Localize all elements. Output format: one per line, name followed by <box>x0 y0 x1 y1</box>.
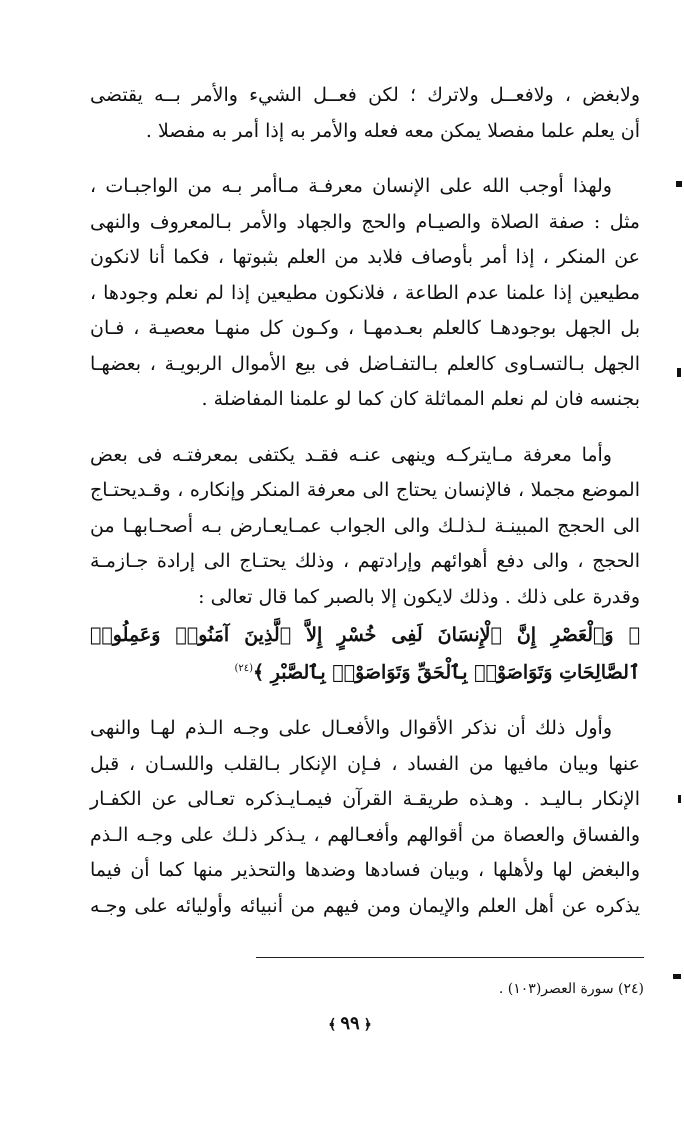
page-number <box>310 1010 390 1039</box>
quran-line-1 <box>90 619 640 652</box>
text-line: ولابغض ، ولافعــل ولاترك ؛ لكن فعــل الشيء والأمر بــه يقتضى <box>90 84 640 106</box>
footnote <box>300 979 644 999</box>
quran-line-2 <box>90 652 640 689</box>
text-line: والفساق والعصاة من أقوالهم وأفعـالهم ، يـذكر ذلـك على وجـه الـذم <box>90 823 640 846</box>
text-line: والبغض لها ولأهلها ، وبيان فسادها وضدها والتحذير منها كما أن فيما <box>90 859 640 882</box>
text-line: وأما معرفة مـايتركـه وينهى عنـه فقـد يكتفى بمعرفتـه فى بعض <box>90 443 612 466</box>
text-line: الى الحجج المبينـة لـذلـك والى الجواب عمـايعـارض بـه أصحـابهـا من <box>90 514 640 537</box>
text-line: ولهذا أوجب الله على الإنسان معرفـة مـاأمر بـه من الواجبـات ، <box>90 175 612 197</box>
text-line: الموضع مجملا ، فالإنسان يحتاج الى معرفة المنكر وإنكاره ، وقـديحتـاج <box>90 479 640 501</box>
scan-mark <box>676 181 682 187</box>
quran-verse <box>90 619 640 689</box>
text-line: مثل : صفة الصلاة والصيـام والحج والجهاد والأمر بـالمعروف والنهى <box>90 210 640 233</box>
scan-mark <box>673 974 681 979</box>
text-line: وأول ذلك أن نذكر الأقوال والأفعـال على وجـه الـذم لهـا والنهى <box>90 717 612 740</box>
text-line: عن المنكر ، إذا أمر بأوصاف فلابد من العلم بثبوتها ، فكما أنا لانكون <box>90 246 640 268</box>
paragraph-1 <box>90 78 640 149</box>
text-line: الجهل بـالتسـاوى كالعلم بـالتفـاضل فى بيع الأموال الربويـة ، بعضهـا <box>90 352 640 375</box>
text-line: أن يعلم علما مفصلا يمكن معه فعله والأمر به إذا أمر به مفصلا . <box>145 119 640 142</box>
footnote-text: سورة العصر(١٠٣) . <box>498 981 614 997</box>
page-number-ornament-left: ﴾ <box>328 1017 337 1033</box>
footnote-number: (٢٤) <box>618 981 644 997</box>
text-line: الإنكار بـاليـد . وهـذه طريقـة القرآن فيمـايـذكره تعـالى عن الكفـار <box>90 788 640 811</box>
quran-text-2: ٱلصَّالِحَاتِ وَتَوَاصَوْا۟ بِٱلْحَقِّ وَتَوَاصَوْا۟ بِٱلصَّبْرِ <box>270 661 640 684</box>
scan-mark <box>677 368 681 377</box>
text-line: يذكره عن أهل العلم والإيمان ومن فيهم من أنبيائه وأوليائه على وجـه <box>90 894 640 917</box>
paragraph-4 <box>90 711 640 924</box>
quran-text-1: وَٱلْعَصْرِ إِنَّ ٱلْإِنسَانَ لَفِى خُسْرٍ إِلاَّ ٱلَّذِينَ آمَنُوا۟ وَعَمِلُوا۟ <box>90 624 614 646</box>
quran-close-bracket: ﴾ <box>253 661 265 684</box>
footnote-reference[interactable]: (٢٤) <box>234 663 253 674</box>
text-line: بجنسه فان لم نعلم المماثلة كان كما لو علمنا المفاضلة . <box>201 388 640 410</box>
text-line: عنها وبيان مافيها من الفساد ، فـإن الإنكار بـالقلب واللسـان ، قبل <box>90 752 640 775</box>
footnote-divider <box>256 957 644 958</box>
page-body <box>90 78 640 924</box>
text-line: الحجج ، والى دفع أهوائهم وإرادتهم ، وذلك يحتـاج الى إرادة جـازمـة <box>90 550 640 572</box>
text-line: بل الجهل بوجودهـا كالعلم بعـدمهـا ، وكـون كل منهـا معصيـة ، فـان <box>90 317 640 339</box>
page-number-ornament-right: ﴿ <box>363 1017 372 1033</box>
page-number-value: ٩٩ <box>340 1013 360 1034</box>
text-line: وقدرة على ذلك . وذلك لايكون إلا بالصبر كما قال تعالى : <box>198 585 640 608</box>
paragraph-2 <box>90 169 640 418</box>
scan-mark <box>678 795 681 803</box>
paragraph-3 <box>90 438 640 616</box>
quran-open-bracket: ﴿ <box>628 624 640 646</box>
text-line: مطيعين إذا علمنا عدم الطاعة ، فلانكون مطيعين إذا لم نعلم وجودها ، <box>90 281 640 304</box>
